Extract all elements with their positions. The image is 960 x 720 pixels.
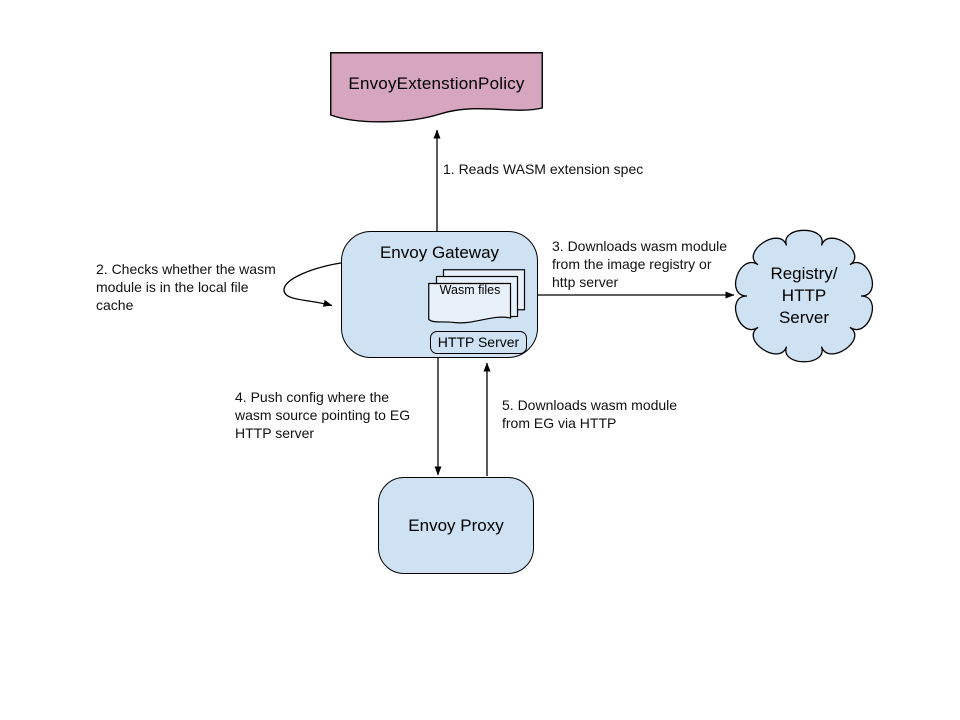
label-line: 3. Downloads wasm module: [552, 238, 728, 254]
registry-label: [733, 263, 875, 329]
label-line: cache: [96, 297, 134, 313]
registry-line: HTTP: [781, 286, 827, 305]
registry-line: Registry/: [770, 264, 838, 283]
label-line: module is in the local file: [96, 279, 249, 295]
proxy-node: [378, 477, 534, 574]
wasm-files-label: [428, 283, 512, 298]
label-line: from the image registry or: [552, 256, 712, 272]
proxy-label: Envoy Proxy: [408, 515, 504, 535]
label-step1: [443, 160, 643, 178]
label-line: http server: [552, 274, 619, 290]
label-step5: [502, 396, 677, 432]
wasm-files-line: Wasm: [439, 283, 475, 297]
label-line: from EG via HTTP: [502, 415, 617, 431]
label-step4: [235, 388, 410, 442]
wasm-files-stack-shape: [428, 269, 526, 329]
label-line: 5. Downloads wasm module: [502, 397, 678, 413]
label-line: 4. Push config where the: [235, 389, 390, 405]
label-line: HTTP server: [235, 425, 315, 441]
gateway-node: [341, 231, 538, 358]
label-line: 2. Checks whether the wasm: [96, 261, 276, 277]
http-server-node: HTTP Server: [430, 331, 527, 354]
label-step3: [552, 237, 727, 291]
wasm-files-line: files: [478, 283, 501, 297]
label-line: wasm source pointing to EG: [235, 407, 411, 423]
policy-label: EnvoyExtenstionPolicy: [348, 74, 525, 93]
label-step2: [96, 260, 276, 314]
gateway-label: Envoy Gateway: [379, 243, 500, 262]
label-line: 1. Reads WASM extension spec: [443, 161, 644, 177]
arrow-step2-self-loop: [284, 262, 347, 306]
registry-line: Server: [778, 308, 830, 327]
